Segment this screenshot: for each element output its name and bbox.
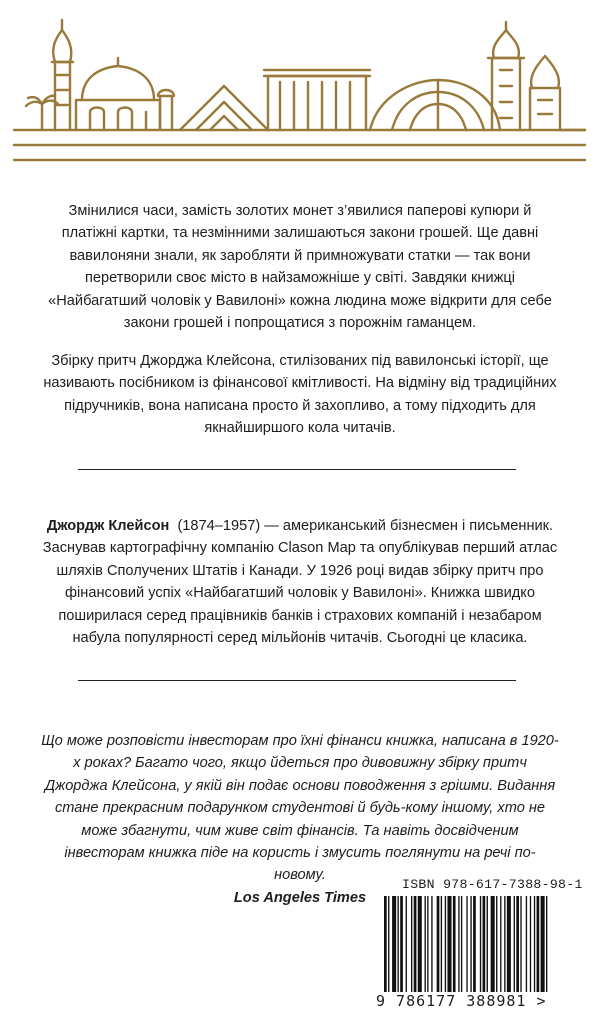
barcode-bar [537, 896, 540, 992]
description-text-2: Збірку притч Джорджа Клейсона, стилізованих під вавилонські історії, ще називають посібником із фінансової кмітливості. На відміну від традиційних підручників, вона написана просто й захопливо, а тому підходить для якнайширшого кола читачів. [43, 353, 557, 437]
barcode-bar [514, 896, 515, 992]
section-divider-1 [78, 469, 516, 470]
barcode-bar [530, 896, 531, 992]
barcode-digits: 9 786177 388981 > [376, 992, 596, 1010]
description-paragraph-2 [40, 350, 560, 440]
barcode-bar [516, 896, 519, 992]
barcode-bar [520, 896, 521, 992]
barcode-bar [411, 896, 412, 992]
barcode-bar [458, 896, 459, 992]
skyline-strokes [14, 20, 585, 160]
barcode-bar [431, 896, 432, 992]
barcode-bar [453, 896, 456, 992]
barcode-bar [534, 896, 535, 992]
barcode-bar [445, 896, 446, 992]
barcode-bar [447, 896, 451, 992]
barcode-bar [425, 896, 426, 992]
isbn-label: ISBN 978-617-7388-98-1 [402, 877, 583, 892]
author-name: Джордж Клейсон [46, 518, 170, 534]
barcode-bar [406, 896, 407, 992]
barcode-bar [400, 896, 403, 992]
barcode-bar [526, 896, 527, 992]
barcode-bar [427, 896, 428, 992]
review-source: Los Angeles Times [233, 889, 367, 906]
barcode-bar [487, 896, 488, 992]
barcode-bar [418, 896, 422, 992]
barcode-bar [504, 896, 505, 992]
section-divider-2 [78, 680, 516, 681]
review-quote: Що може розповісти інвесторам про їхні фінанси книжка, написана в 1920-х роках? Багато чого, якщо йдеться про дивовижну збірку притч Джорджа Клейсона, у якій він подає основи поводження з грішми. Видання стане прекрасним подарунком студентові й будь-кому іншому, хто не може збагнути, чим живе світ фінансів. Та навіть досвідченим інвесторам книжка піде на користь і змусить поглянути на речі по-новому. [41, 733, 559, 884]
barcode-bar [461, 896, 462, 992]
barcode-bar [437, 896, 440, 992]
description-paragraph-1 [40, 200, 560, 334]
author-section [40, 515, 560, 649]
barcode-bar [496, 896, 497, 992]
barcode-bar [414, 896, 417, 992]
barcode-bar [500, 896, 501, 992]
barcode-bar [392, 896, 396, 992]
barcode-bar [541, 896, 545, 992]
barcode-bar [483, 896, 486, 992]
barcode-bar [473, 896, 476, 992]
barcode-bar [507, 896, 511, 992]
barcode-bar [480, 896, 481, 992]
description-text-1: Змінилися часи, замість золотих монет з’явилися паперові купюри й платіжні картки, та незмінними залишаються закони грошей. Ще давні вавилоняни знали, як заробляти й примножувати статки — так вони перетворили своє місто в найзаможніше у світі. Завдяки книжці «Найбагатший чоловік у Вавилоні» кожна людина може відкрити для себе закони грошей і попрощатися з порожнім гаманцем. [48, 203, 552, 332]
babylon-skyline-illustration [0, 0, 600, 175]
barcode-bar [441, 896, 442, 992]
author-bio: (1874–1957) — американський бізнесмен і письменник. Заснував картографічну компанію Clason Map та опублікував перший атлас шляхів Сполучених Штатів і Канади. У 1926 році видав збірку притч про фінансовий успіх «Найбагатший чоловік у Вавилоні». Книжка швидко поширилася серед працівників банків і страхових компаній і незабаром набула популярності серед мільйонів читачів. Сьогодні це класика. [42, 518, 558, 647]
barcode-bar [398, 896, 399, 992]
barcode-bar [491, 896, 495, 992]
